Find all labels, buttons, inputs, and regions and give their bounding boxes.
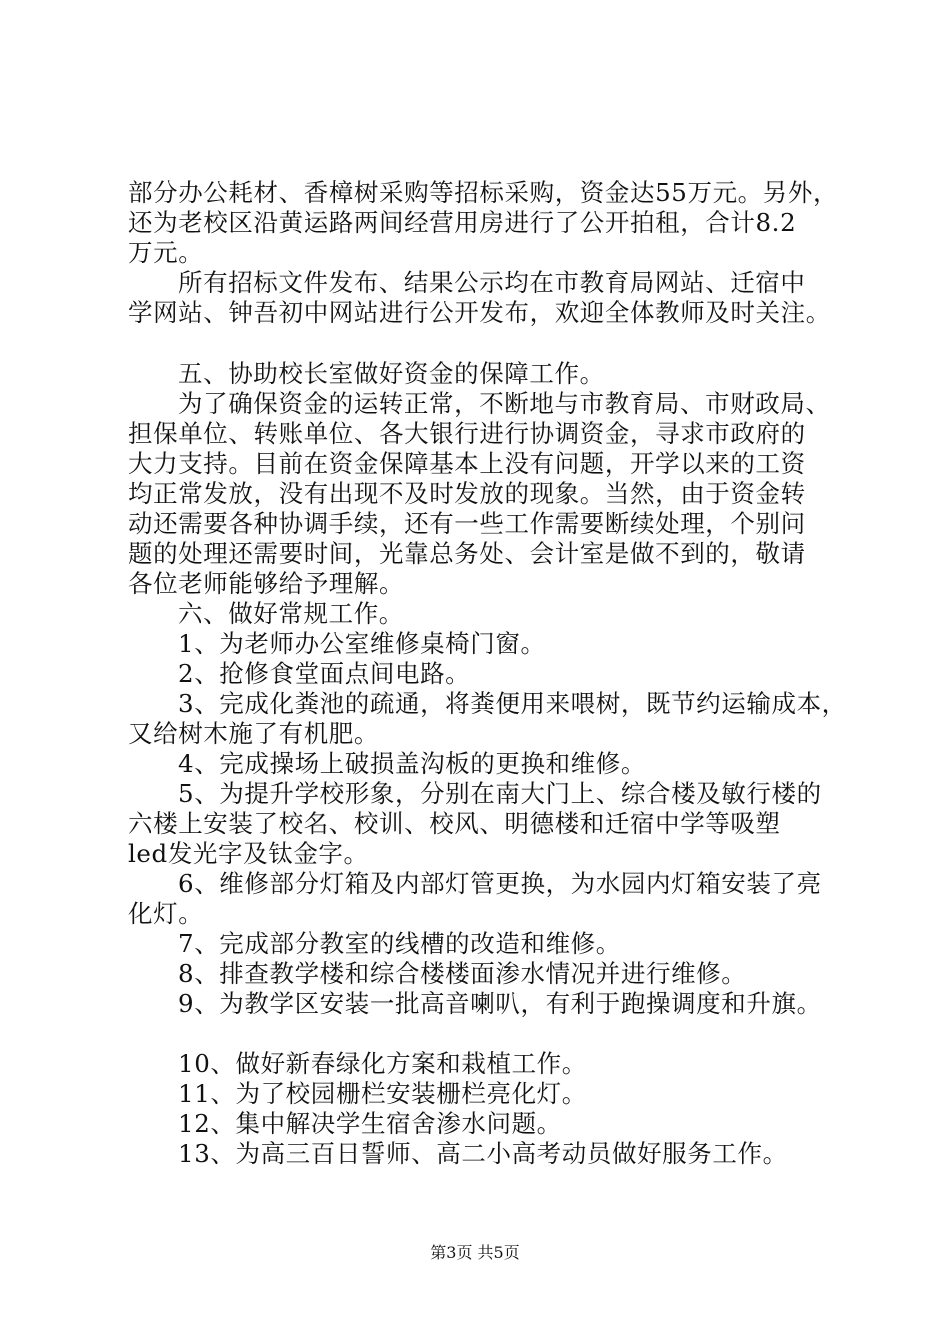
section-heading: 五、协助校长室做好资金的保障工作。 — [178, 359, 605, 388]
text-line: 动还需要各种协调手续，还有一些工作需要断续处理，个别问 — [128, 509, 806, 538]
list-item: 5、为提升学校形象，分别在南大门上、综合楼及敏行楼的 — [178, 779, 822, 808]
text-line: 万元。 — [128, 238, 204, 267]
text-line: 学网站、钟吾初中网站进行公开发布，欢迎全体教师及时关注。 — [128, 298, 831, 327]
list-item: 7、完成部分教室的线槽的改造和维修。 — [178, 929, 621, 958]
text-line: 各位老师能够给予理解。 — [128, 569, 405, 598]
list-item: 13、为高三百日誓师、高二小高考动员做好服务工作。 — [178, 1139, 788, 1168]
list-item: 3、完成化粪池的疏通，将粪便用来喂树，既节约运输成本， — [178, 689, 847, 718]
list-item: 8、排查教学楼和综合楼楼面渗水情况并进行维修。 — [178, 959, 747, 988]
text-line: 大力支持。目前在资金保障基本上没有问题，开学以来的工资 — [128, 449, 806, 478]
list-item: 2、抢修食堂面点间电路。 — [178, 659, 471, 688]
list-item: 4、完成操场上破损盖沟板的更换和维修。 — [178, 749, 646, 778]
text-line: led发光字及钛金字。 — [128, 839, 369, 868]
text-line: 为了确保资金的运转正常，不断地与市教育局、市财政局、 — [178, 389, 831, 418]
list-item: 9、为教学区安装一批高音喇叭，有利于跑操调度和升旗。 — [178, 989, 822, 1018]
section-heading: 六、做好常规工作。 — [178, 599, 404, 628]
list-item: 10、做好新春绿化方案和栽植工作。 — [178, 1049, 587, 1078]
text-line: 题的处理还需要时间，光靠总务处、会计室是做不到的，敬请 — [128, 539, 806, 568]
text-line: 担保单位、转账单位、各大银行进行协调资金，寻求市政府的 — [128, 419, 806, 448]
list-item: 6、维修部分灯箱及内部灯管更换，为水园内灯箱安装了亮 — [178, 869, 822, 898]
list-item: 1、为老师办公室维修桌椅门窗。 — [178, 629, 546, 658]
text-line: 又给树木施了有机肥。 — [128, 719, 379, 748]
text-line: 所有招标文件发布、结果公示均在市教育局网站、迁宿中 — [178, 268, 806, 297]
text-line: 还为老校区沿黄运路两间经营用房进行了公开拍租，合计8.2 — [128, 208, 797, 237]
text-line: 六楼上安装了校名、校训、校风、明德楼和迁宿中学等吸塑 — [128, 809, 781, 838]
text-line: 化灯。 — [128, 899, 204, 928]
list-item: 11、为了校园栅栏安装栅栏亮化灯。 — [178, 1079, 587, 1108]
text-line: 部分办公耗材、香樟树采购等招标采购，资金达55万元。另外， — [128, 178, 839, 207]
list-item: 12、集中解决学生宿舍渗水问题。 — [178, 1109, 562, 1138]
text-line: 均正常发放，没有出现不及时发放的现象。当然，由于资金转 — [128, 479, 806, 508]
page-number-footer: 第3页 共5页 — [430, 1243, 520, 1262]
